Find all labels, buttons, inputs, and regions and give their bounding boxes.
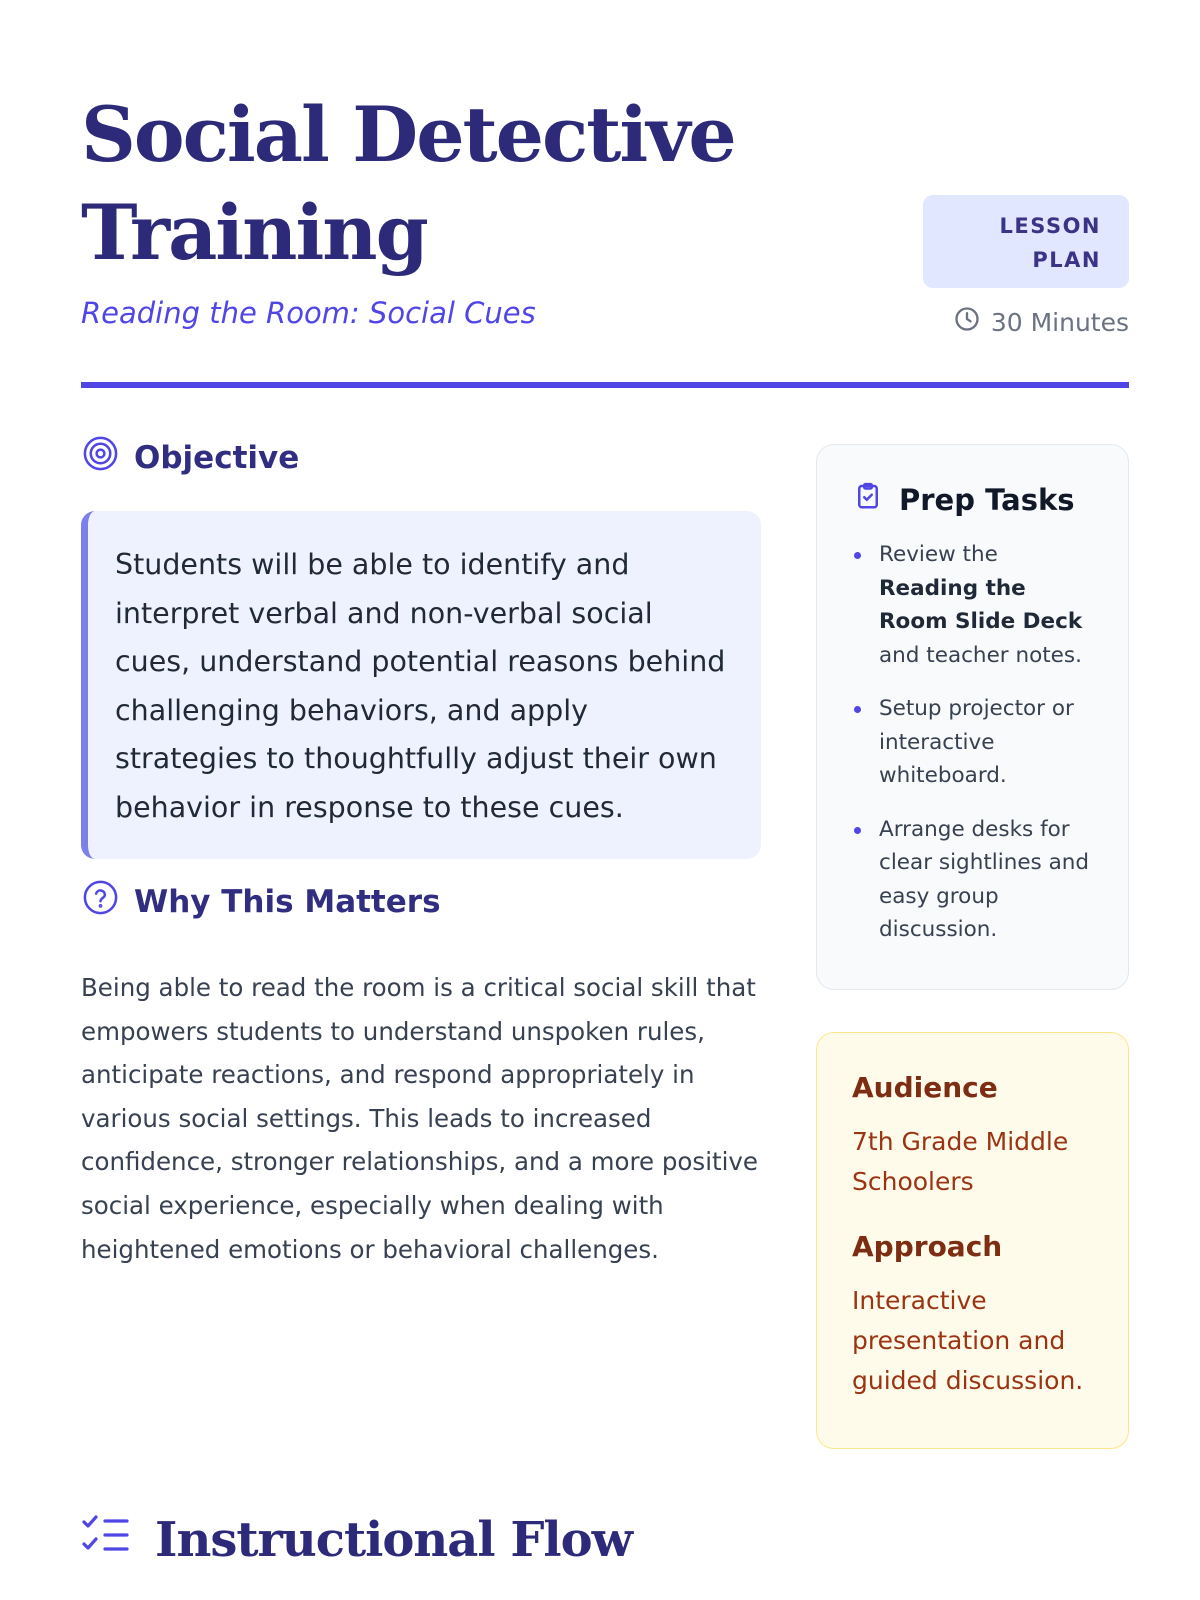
duration [953,305,1129,339]
checklist-icon [81,1512,131,1568]
prep-task-list [853,538,1098,947]
audience-label: Audience [852,1071,998,1104]
clipboard-check-icon [853,481,883,518]
objective-box: Students will be able to identify and interpret verbal and non-verbal social cues, understand potential reasons behind challenging behaviors, and apply strategies to thoughtfully adjust their own behavior in response to these cues. [81,511,761,859]
instructional-flow-heading [81,1512,632,1568]
approach-label: Approach [852,1230,1003,1263]
why-paragraph: Being able to read the room is a critical social skill that empowers students to understand unspoken rules, anticipate reactions, and respond appropriately in various social settings. This leads to increased confidence, stronger relationships, and a more positive social experience, especially when dealing with heightened emotions or behavioral challenges. [81,973,758,1264]
why-heading [81,878,441,925]
objective-heading [81,434,299,481]
objective-heading-label: Objective [134,439,300,476]
target-icon [81,434,120,481]
prep-tasks-heading-label: Prep Tasks [899,482,1075,517]
instructional-flow-label: Instructional Flow [155,1512,632,1568]
prep-task: Setup projector or interactive whiteboard. [853,692,1098,793]
prep-tasks-card [816,444,1129,990]
page-subtitle: Reading the Room: Social Cues [81,296,536,330]
page-title: Social Detective Training [81,90,735,277]
audience-value: 7th Grade Middle Schoolers [852,1127,1069,1196]
question-circle-icon [81,878,120,925]
approach-value: Interactive presentation and guided discussion. [852,1286,1084,1395]
header-divider [81,382,1129,388]
why-heading-label: Why This Matters [134,883,441,920]
audience-card [816,1032,1129,1449]
prep-task: Arrange desks for clear sightlines and easy group discussion. [853,813,1098,947]
clock-icon [953,305,981,339]
prep-task: Review the Reading the Room Slide Deck and teacher notes. [853,538,1098,672]
prep-tasks-heading [853,481,1098,518]
duration-label: 30 Minutes [990,307,1129,337]
lesson-plan-page [81,0,1129,1600]
slide-deck-name: Reading the Room Slide Deck [879,575,1083,634]
lesson-plan-badge: LESSON PLAN [923,195,1129,288]
